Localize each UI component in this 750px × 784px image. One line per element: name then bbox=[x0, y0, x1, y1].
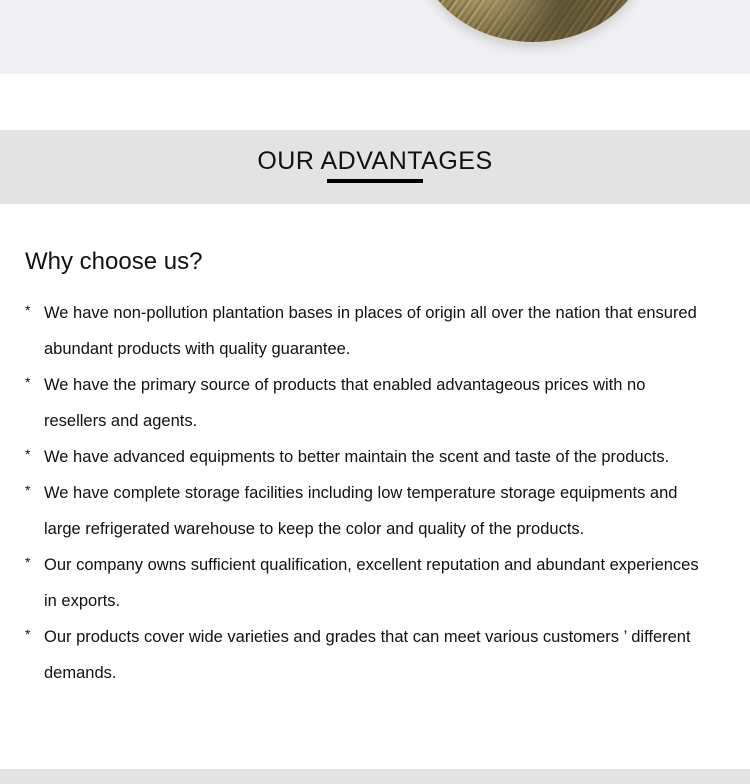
item-text-line: in exports. bbox=[44, 592, 121, 610]
item-text-line: Our company owns sufficient qualification, excellent reputation and abundant experiences bbox=[44, 556, 699, 574]
bullet-asterisk: * bbox=[25, 554, 31, 570]
banner-title: OUR ADVANTAGES bbox=[257, 147, 493, 175]
list-item bbox=[25, 547, 735, 619]
item-text-line: We have the primary source of products that enabled advantageous prices with no bbox=[44, 376, 646, 394]
list-item bbox=[25, 295, 735, 367]
list-item bbox=[25, 439, 735, 475]
product-photo bbox=[0, 0, 750, 74]
item-text-line: demands. bbox=[44, 664, 117, 682]
item-text-line: We have advanced equipments to better maintain the scent and taste of the products. bbox=[44, 448, 670, 466]
section-banner bbox=[0, 130, 750, 204]
item-text-line: We have non-pollution plantation bases in places of origin all over the nation that ensured bbox=[44, 304, 697, 322]
bullet-asterisk: * bbox=[25, 626, 31, 642]
item-text-line: Our products cover wide varieties and grades that can meet various customers ’ different bbox=[44, 628, 691, 646]
item-text-line: We have complete storage facilities including low temperature storage equipments and bbox=[44, 484, 678, 502]
advantages-list bbox=[25, 295, 735, 691]
next-section-band bbox=[0, 769, 750, 784]
list-item bbox=[25, 619, 735, 691]
bullet-asterisk: * bbox=[25, 374, 31, 390]
advantages-section bbox=[0, 204, 750, 769]
item-text-line: resellers and agents. bbox=[44, 412, 198, 430]
list-item bbox=[25, 475, 735, 547]
tea-ball-image bbox=[418, 0, 648, 42]
section-heading: Why choose us? bbox=[25, 248, 203, 275]
item-text-line: abundant products with quality guarantee. bbox=[44, 340, 351, 358]
list-item bbox=[25, 367, 735, 439]
title-underline bbox=[327, 179, 423, 183]
bullet-asterisk: * bbox=[25, 446, 31, 462]
item-text-line: large refrigerated warehouse to keep the color and quality of the products. bbox=[44, 520, 585, 538]
bullet-asterisk: * bbox=[25, 302, 31, 318]
bullet-asterisk: * bbox=[25, 482, 31, 498]
